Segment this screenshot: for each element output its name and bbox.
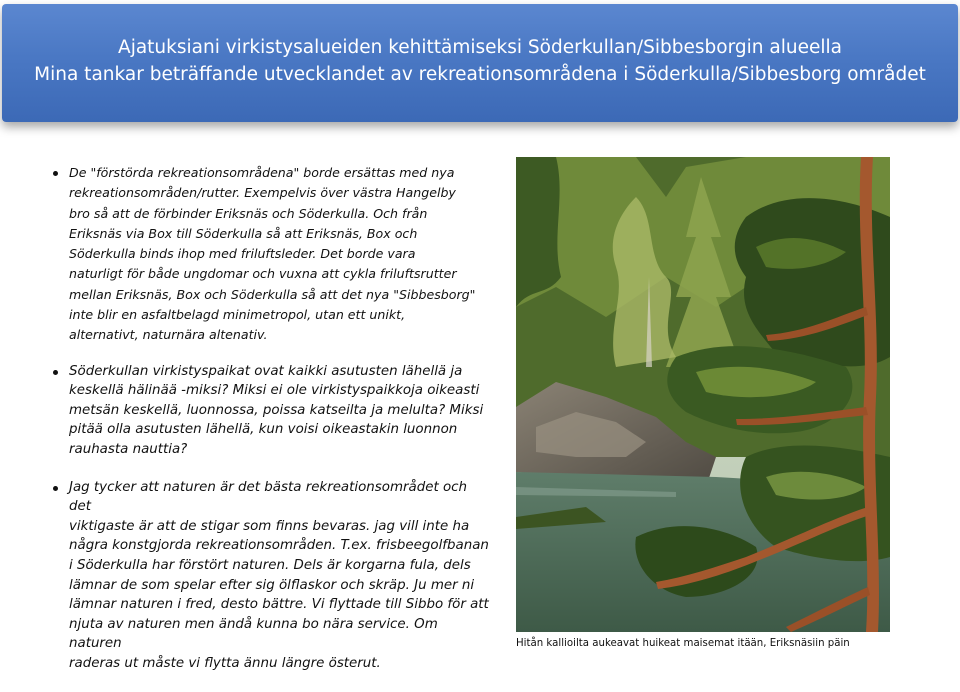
bullet-line: rekreationsområden/rutter. Exempelvis över västra Hangelby (69, 185, 456, 201)
bullet-line: raderas ut måste vi flytta ännu längre österut. (69, 655, 381, 671)
bullet-line: keskellä hälinää -miksi? Miksi ei ole virkistyspaikkoja oikeasti (69, 383, 480, 399)
landscape-photo (516, 157, 890, 632)
bullet-line: rauhasta nauttia? (69, 442, 188, 458)
pine-forest-illustration (516, 157, 890, 632)
bullet-line: pitää olla asutusten lähellä, kun voisi oikeastakin luonnon (69, 422, 458, 438)
bullet-item-finnish-virkistys (50, 362, 490, 460)
bullet-line: De "förstörda rekreationsområdena" borde ersättas med nya (69, 165, 455, 180)
bullet-line: inte blir en asfaltbelagd minimetropol, utan ett unikt, (69, 307, 406, 323)
bullet-line: naturligt för både ungdomar och vuxna att cykla friluftsrutter (69, 266, 457, 282)
bullet-line: mellan Eriksnäs, Box och Söderkulla så att det nya "Sibbesborg" (69, 286, 476, 302)
bullet-line: lämnar naturen i fred, desto bättre. Vi flyttade till Sibbo för att (69, 597, 489, 613)
bullet-line: alternativt, naturnära altenativ. (69, 327, 268, 343)
bullet-item-swedish-naturen (50, 478, 490, 674)
title-line-swedish: Mina tankar beträffande utvecklandet av rekreationsområdena i Söderkulla/Sibbesborg området (34, 64, 926, 85)
bullet-line: i Söderkulla har förstört naturen. Dels är korgarna fula, dels (69, 558, 471, 574)
title-line-finnish: Ajatuksiani virkistysalueiden kehittämiseksi Söderkullan/Sibbesborgin alueella (118, 37, 842, 58)
bullet-line: bro så att de förbinder Eriksnäs och Söderkulla. Och från (69, 205, 428, 221)
bullet-line: metsän keskellä, luonnossa, poissa katseilta ja melulta? Miksi (69, 402, 484, 418)
bullet-line: Jag tycker att naturen är det bästa rekreationsområdet och det (69, 479, 467, 515)
bullet-line: njuta av naturen men ändå kunna bo nära service. Om naturen (69, 616, 438, 652)
bullet-line: Eriksnäs via Box till Söderkulla så att Eriksnäs, Box och (69, 225, 418, 241)
bullet-item-swedish-rekreation (50, 163, 490, 346)
bullet-line: Söderkullan virkistyspaikat ovat kaikki asutusten lähellä ja (69, 363, 463, 379)
bullet-line: några konstgjorda rekreationsområden. T.ex. frisbeegolfbanan (69, 538, 489, 554)
bullet-line: Söderkulla binds ihop med friluftsleder. Det borde vara (69, 246, 416, 262)
bullet-list (50, 163, 490, 692)
bullet-line: lämnar de som spelar efter sig ölflaskor och skräp. Ju mer ni (69, 577, 475, 593)
bullet-line: viktigaste är att de stigar som finns bevaras. jag vill inte ha (69, 518, 470, 534)
title-banner (2, 4, 958, 122)
photo-caption: Hitån kallioilta aukeavat huikeat maisemat itään, Eriksnäsiin päin (516, 638, 850, 649)
